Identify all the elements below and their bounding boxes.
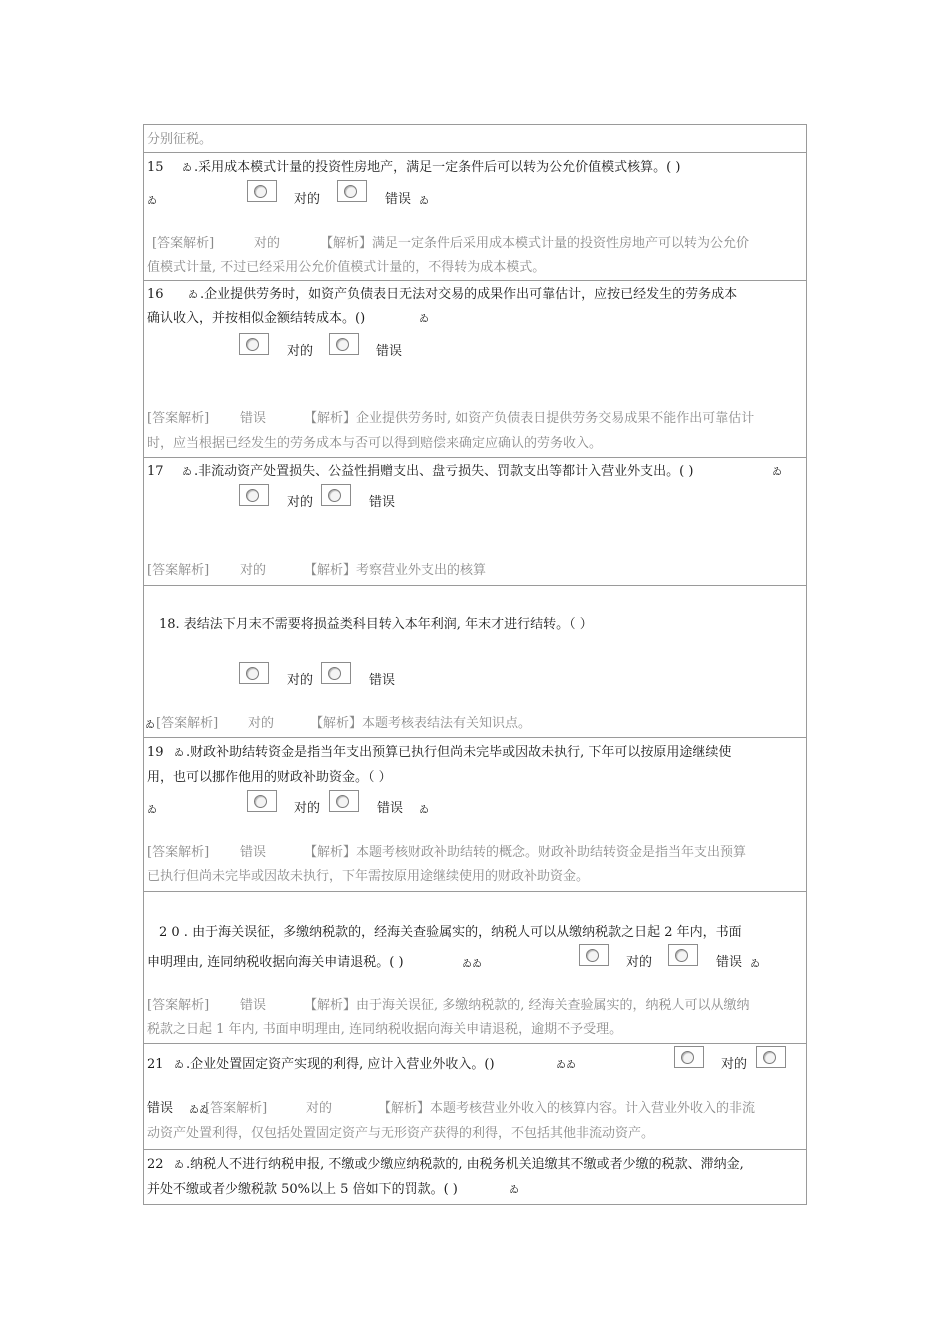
correct-option-label[interactable]: 对的 [294,192,321,207]
explanation-text: 【解析】由于海关误征, 多缴纳税款的, 经海关查验属实的，纳税人可以从缴纳 [304,998,750,1013]
question-text: .企业提供劳务时，如资产负债表日无法对交易的成果作出可靠估计，应按已经发生的劳务成本 [200,287,738,302]
answer-analysis-tag: [答案解析] [147,411,210,426]
marker-glyph: ゐ [419,314,429,325]
answer-value: 对的 [248,716,275,731]
wrong-radio[interactable] [668,944,698,966]
answer-analysis-tag: [答案解析] [205,1101,268,1116]
question-14-tail [143,124,807,153]
marker-glyph: ゐ [147,805,157,816]
answer-analysis-tag: [答案解析] [152,236,215,251]
correct-option-label[interactable]: 对的 [294,801,321,816]
question-20 [143,892,807,1044]
question-number: 19 [147,745,164,760]
wrong-option-label[interactable]: 错误 [369,495,396,510]
wrong-option-label[interactable]: 错误 [716,955,743,970]
marker-glyph: ゐ [174,1060,184,1071]
explanation-text: 分别征税。 [147,132,213,147]
answer-analysis-tag: [答案解析] [147,998,210,1013]
answer-value: 对的 [306,1101,333,1116]
question-text: 18. 表结法下月末不需要将损益类科目转入本年利润, 年末才进行结转。（ ） [159,617,593,632]
wrong-option-label[interactable]: 错误 [376,344,403,359]
answer-analysis-tag: [答案解析] [156,716,219,731]
question-number: 22 [147,1157,164,1172]
marker-glyph: ゐ [750,959,760,970]
question-22 [143,1150,807,1205]
answer-value: 对的 [254,236,281,251]
explanation-text: 值模式计量, 不过已经采用公允价值模式计量的，不得转为成本模式。 [147,260,546,275]
wrong-option-label[interactable]: 错误 [369,673,396,688]
wrong-radio[interactable] [756,1046,786,1068]
question-sheet [143,124,807,1205]
question-number: 15 [147,160,164,175]
wrong-radio[interactable] [337,180,367,202]
explanation-text: 税款之日起 1 年内, 书面申明理由, 连同纳税收据向海关申请退税，逾期不予受理。 [147,1022,623,1037]
marker-glyph: ゐ [147,196,157,207]
answer-value: 对的 [240,563,267,578]
wrong-radio[interactable] [329,790,359,812]
correct-radio[interactable] [239,333,269,355]
correct-option-label[interactable]: 对的 [721,1057,748,1072]
question-16 [143,281,807,458]
correct-option-label[interactable]: 对的 [287,673,314,688]
question-text: .企业处置固定资产实现的利得, 应计入营业外收入。() [186,1057,495,1072]
question-text: .纳税人不进行纳税申报, 不缴或少缴应纳税款的, 由税务机关追缴其不缴或者少缴的税款、滞纳金, [186,1157,744,1172]
wrong-radio[interactable] [329,333,359,355]
explanation-text: 【解析】满足一定条件后采用成本模式计量的投资性房地产可以转为公允价 [320,236,750,251]
explanation-text: 动资产处置利得，仅包括处置固定资产与无形资产获得的利得，不包括其他非流动资产。 [147,1126,655,1141]
explanation-text: 已执行但尚未完毕或因故未执行，下年需按原用途继续使用的财政补助资金。 [147,869,590,884]
question-number: 16 [147,287,164,302]
question-text: 确认收入，并按相似金额结转成本。() [147,311,366,326]
question-text: 用，也可以挪作他用的财政补助资金。（ ） [147,770,392,785]
correct-radio[interactable] [239,662,269,684]
marker-glyph: ゐ [174,1160,184,1171]
wrong-option-label[interactable]: 错误 [377,801,404,816]
question-text: 申明理由, 连同纳税收据向海关申请退税。( ) [147,955,404,970]
wrong-radio[interactable] [321,484,351,506]
answer-analysis-tag: [答案解析] [147,563,210,578]
correct-option-label[interactable]: 对的 [287,495,314,510]
question-text: .非流动资产处置损失、公益性捐赠支出、盘亏损失、罚款支出等都计入营业外支出。( ) [194,464,694,479]
marker-glyph: ゐ [772,467,782,478]
answer-value: 错误 [240,411,267,426]
marker-glyph: ゐ [182,467,192,478]
answer-analysis-tag: [答案解析] [147,845,210,860]
marker-glyph: ゐ [182,163,192,174]
correct-option-label[interactable]: 对的 [626,955,653,970]
marker-glyph: ゐ [188,290,198,301]
explanation-text: 【解析】本题考核营业外收入的核算内容。计入营业外收入的非流 [378,1101,756,1116]
correct-option-label[interactable]: 对的 [287,344,314,359]
explanation-text: 【解析】本题考核财政补助结转的概念。财政补助结转资金是指当年支出预算 [304,845,747,860]
marker-glyph: ゐ [145,720,155,731]
question-text: .财政补助结转资金是指当年支出预算已执行但尚未完毕或因故未执行, 下年可以按原用途继续使 [186,745,732,760]
correct-radio[interactable] [239,484,269,506]
question-text: .采用成本模式计量的投资性房地产，满足一定条件后可以转为公允价值模式核算。( ) [194,160,681,175]
question-number: 21 [147,1057,164,1072]
explanation-text: 【解析】本题考核表结法有关知识点。 [310,716,532,731]
answer-value: 错误 [240,998,267,1013]
correct-radio[interactable] [247,790,277,812]
question-15 [143,153,807,281]
marker-glyph: ゐゐ [189,1105,209,1116]
marker-glyph: ゐゐ [556,1060,576,1071]
question-18 [143,586,807,738]
correct-radio[interactable] [579,944,609,966]
correct-radio[interactable] [674,1046,704,1068]
marker-glyph: ゐゐ [462,959,482,970]
question-17 [143,458,807,586]
question-text: 2 0 . 由于海关误征，多缴纳税款的，经海关查验属实的，纳税人可以从缴纳税款之日起 2 年内，书面 [159,925,742,940]
explanation-text: 【解析】企业提供劳务时, 如资产负债表日提供劳务交易成果不能作出可靠估计 [304,411,755,426]
question-number: 17 [147,464,164,479]
wrong-option-label[interactable]: 错误 [385,192,412,207]
wrong-option-label[interactable]: 错误 [147,1101,174,1116]
explanation-text: 时，应当根据已经发生的劳务成本与否可以得到赔偿来确定应确认的劳务收入。 [147,436,603,451]
wrong-radio[interactable] [321,662,351,684]
explanation-text: 【解析】考察营业外支出的核算 [304,563,487,578]
answer-value: 错误 [240,845,267,860]
correct-radio[interactable] [247,180,277,202]
question-19 [143,738,807,892]
marker-glyph: ゐ [509,1185,519,1196]
question-21 [143,1044,807,1150]
marker-glyph: ゐ [419,805,429,816]
marker-glyph: ゐ [174,748,184,759]
marker-glyph: ゐ [419,196,429,207]
question-text: 并处不缴或者少缴税款 50%以上 5 倍如下的罚款。( ) [147,1182,458,1197]
